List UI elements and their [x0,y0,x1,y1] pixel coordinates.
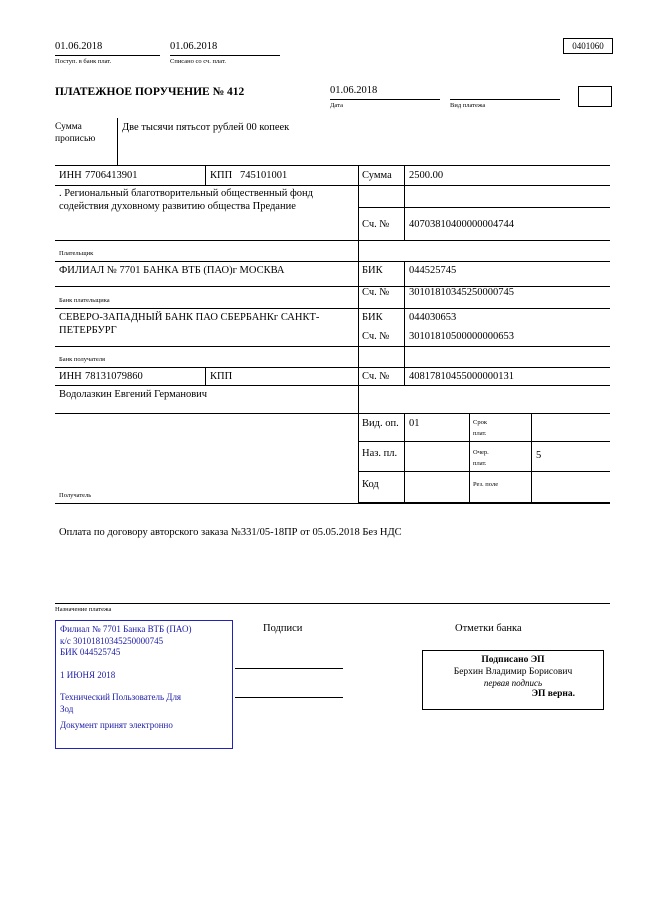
label-date-received: Поступ. в банк плат. [55,58,112,65]
amount-label: Сумма [362,170,392,181]
esign-name: Берхин Владимир Борисович [453,667,573,677]
payment-purpose-caption: Назначение платежа [55,606,112,613]
label-date-debited: Списано со сч. плат. [170,58,226,65]
label-amount-words-1: Сумма [55,122,82,132]
line-payee-bank-caption-bottom [55,367,610,368]
op-kind-value: 01 [409,418,420,429]
stamp-line-4: 1 ИЮНЯ 2018 [60,669,116,680]
divider-payee-kpp [205,367,206,385]
esign-box [422,650,604,710]
date-debited-account: 01.06.2018 [170,41,218,52]
stamp-line-1: Филиал № 7701 Банка ВТБ (ПАО) [60,624,192,634]
line-payer-name-bottom [55,240,610,241]
rule-date-debited [170,55,280,56]
payer-bank-bik-value: 044525745 [409,265,457,276]
amount-value: 2500.00 [409,170,444,181]
purpose-code-label: Наз. пл. [362,448,398,459]
line-inn-row-bottom [55,185,610,186]
code-label: Код [362,479,379,490]
queue-label-2: плат. [473,460,487,467]
payer-bank-name: ФИЛИАЛ № 7701 БАНКА ВТБ (ПАО)г МОСКВА [59,265,285,276]
form-code-box [563,38,613,54]
payment-purpose-text: Оплата по договору авторского заказа №331/05-18ПР от 05.05.2018 Без НДС [59,527,402,538]
signatures-label: Подписи [263,623,303,634]
payer-account-label: Сч. № [362,219,390,230]
label-payment-kind: Вид платежа [450,102,486,109]
line-payee-caption-bottom [55,503,610,504]
divider-ops-right [469,413,470,503]
page-title: ПЛАТЕЖНОЕ ПОРУЧЕНИЕ № 412 [55,86,245,98]
bank-stamp [55,620,233,749]
line-payer-bank-caption-bottom [55,308,610,309]
line-payer-caption-bottom [55,261,610,262]
payee-bank-bik-label: БИК [362,312,383,323]
line-payee-inn-bottom [55,385,610,386]
divider-ops-label [404,413,405,503]
label-document-date: Дата [330,102,343,109]
line-amount-bottom [358,207,610,208]
line-payee-name-bottom [55,413,610,414]
document-date: 01.06.2018 [330,85,378,96]
esign-valid: ЭП верна. [531,689,575,699]
payee-caption: Получатель [59,492,92,499]
payee-account-label: Сч. № [362,371,390,382]
payee-inn-value: 78131079860 [85,371,143,382]
payee-kpp-label: КПП [210,371,233,382]
payer-bank-account-label: Сч. № [362,287,390,298]
line-purposecode-bottom [358,471,610,472]
rule-document-date [330,99,440,100]
esign-title: Подписано ЭП [481,655,545,665]
divider-amount-label [404,165,405,241]
amount-in-words: Две тысячи пятьсот рублей 00 копеек [122,122,290,133]
reserve-label: Рез. поле [473,481,499,488]
line-payer-bank-bottom [55,286,610,287]
payer-account-value: 40703810400000004744 [409,219,514,230]
payer-bank-account-value: 30101810345250000745 [409,287,514,298]
rule-date-received [55,55,160,56]
stamp-line-2: к/с 30101810345250000745 [60,635,164,646]
payer-kpp-value: 745101001 [240,170,288,181]
divider-ops-value [531,413,532,503]
stamp-line-6: Зод [60,703,74,714]
op-kind-label: Вид. оп. [362,418,399,429]
divider-right-block [358,165,359,503]
divider-payer-kpp [205,165,206,185]
stamp-line-5: Технический Пользователь Для [60,692,182,702]
divider-amount-words [117,118,118,165]
divider-bik-label [404,261,405,385]
payee-name: Водолазкин Евгений Германович [59,389,208,400]
line-purpose-bottom [55,603,610,604]
divider-below-amount-words [55,165,610,166]
queue-value: 5 [536,450,542,461]
line-code-bottom [358,502,610,503]
date-received-bank: 01.06.2018 [55,41,103,52]
payee-bank-bik-value: 044030653 [409,312,457,323]
payer-bank-bik-label: БИК [362,265,383,276]
line-opkind-bottom [358,441,610,442]
payment-kind-box [578,86,612,107]
bank-marks-label: Отметки банка [455,623,522,634]
payer-kpp-label: КПП [210,170,233,181]
payer-caption: Плательщик [59,250,94,257]
signature-rule-1 [235,668,343,669]
term-label-1: Срок [473,419,487,426]
esign-note: первая подпись [483,678,543,688]
stamp-line-3: БИК 044525745 [60,647,121,657]
payee-bank-caption: Банк получателя [59,356,105,363]
form-code-value: 0401060 [572,41,604,51]
payer-inn-label: ИНН [59,170,82,181]
payer-name: . Региональный благотворительный общественный фонд содействия духовному развитию общества Предание [59,188,313,212]
line-payee-bank-bottom [55,346,610,347]
payee-bank-account-label: Сч. № [362,331,390,342]
term-label-2: плат. [473,430,487,437]
signature-rule-2 [235,697,343,698]
queue-label-1: Очер. [473,449,489,456]
payee-bank-account-value: 30101810500000000653 [409,331,514,342]
stamp-line-7: Документ принят электронно [60,720,173,730]
payee-account-value: 40817810455000000131 [409,371,514,382]
label-amount-words-2: прописью [55,134,96,144]
payer-bank-caption: Банк плательщика [59,297,110,304]
rule-payment-kind [450,99,560,100]
payee-inn-label: ИНН [59,371,82,382]
payee-bank-name: СЕВЕРО-ЗАПАДНЫЙ БАНК ПАО СБЕРБАНКг САНКТ-ПЕТЕРБУРГ [59,312,320,336]
payer-inn-value: 7706413901 [85,170,138,181]
